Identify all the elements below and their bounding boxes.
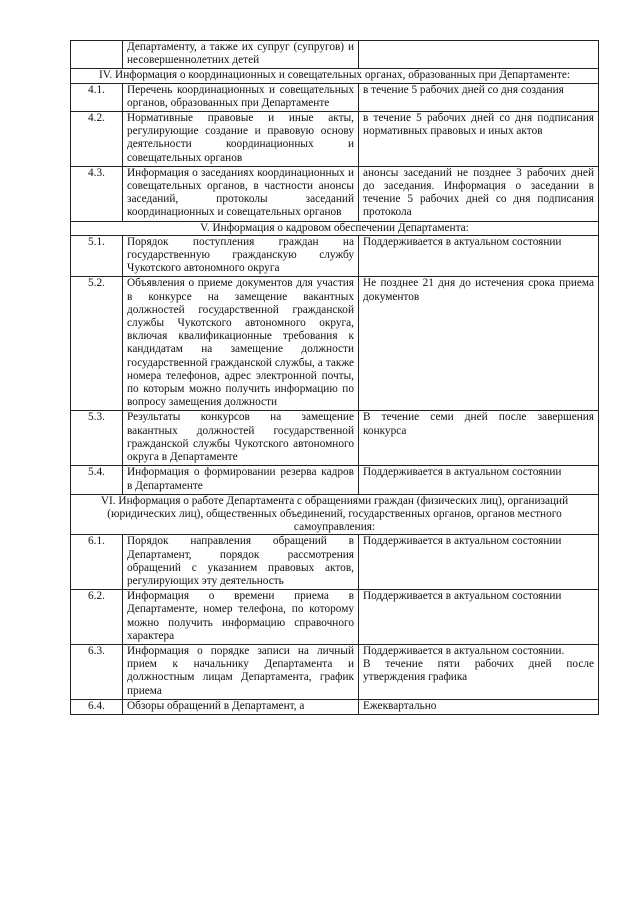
item-description: Порядок поступления граждан на государственную гражданскую службу Чукотского автономного округа [123,235,359,277]
table-row [71,235,599,277]
item-description: Нормативные правовые и иные акты, регулирующие создание и правовую основу деятельности координационных и совещательных органов [123,112,359,167]
item-number: 4.3. [71,166,123,221]
table-row [71,83,599,111]
item-number [71,41,123,69]
item-description: Информация о времени приема в Департаменте, номер телефона, по которому можно получить информацию справочного характера [123,590,359,645]
item-deadline: в течение 5 рабочих дней со дня подписания нормативных правовых и иных актов [359,112,599,167]
section-title: IV. Информация о координационных и совещательных органах, образованных при Департаменте: [71,69,599,83]
item-number: 6.1. [71,535,123,590]
table-row [71,166,599,221]
item-description: Перечень координационных и совещательных органов, образованных при Департаменте [123,83,359,111]
item-deadline [359,41,599,69]
item-number: 4.1. [71,83,123,111]
item-number: 5.1. [71,235,123,277]
item-deadline: Поддерживается в актуальном состоянии [359,235,599,277]
information-table [70,40,599,715]
item-deadline: В течение семи дней после завершения конкурса [359,411,599,466]
item-number: 5.3. [71,411,123,466]
item-deadline: Ежеквартально [359,699,599,714]
table-row [71,112,599,167]
document-page [70,40,598,715]
table-row [71,411,599,466]
item-description: Информация о заседаниях координационных и совещательных органов, в частности анонсы заседаний, протоколы заседаний координационных и совещательных органов [123,166,359,221]
item-number: 5.4. [71,466,123,494]
item-description: Порядок направления обращений в Департамент, порядок рассмотрения обращений с указанием правовых актов, регулирующих эту деятельность [123,535,359,590]
table-row [71,277,599,411]
section-header-row [71,69,599,83]
item-number: 4.2. [71,112,123,167]
item-description: Информация о формировании резерва кадров в Департаменте [123,466,359,494]
item-deadline: анонсы заседаний не позднее 3 рабочих дней до заседания. Информация о заседании в течение 5 рабочих дней со дня подписания протокола [359,166,599,221]
item-number: 6.3. [71,644,123,699]
item-deadline: Не позднее 21 дня до истечения срока приема документов [359,277,599,411]
item-description: Обзоры обращений в Департамент, а [123,699,359,714]
section-title: VI. Информация о работе Департамента с обращениями граждан (физических лиц), организаций (юридических лиц), общественных объединений, государственных органов, органов местного самоуправления: [71,494,599,535]
item-description: Департаменту, а также их супруг (супругов) и несовершеннолетних детей [123,41,359,69]
item-number: 6.4. [71,699,123,714]
item-deadline: Поддерживается в актуальном состоянии [359,590,599,645]
item-deadline: Поддерживается в актуальном состоянии [359,466,599,494]
item-deadline: Поддерживается в актуальном состоянии [359,535,599,590]
item-description: Результаты конкурсов на замещение вакантных должностей государственной гражданской службы Чукотского автономного округа в Департаменте [123,411,359,466]
item-deadline: в течение 5 рабочих дней со дня создания [359,83,599,111]
table-row [71,699,599,714]
table-row [71,535,599,590]
item-number: 6.2. [71,590,123,645]
table-row [71,644,599,699]
table-row [71,590,599,645]
table-row [71,466,599,494]
section-header-row [71,221,599,235]
item-deadline: Поддерживается в актуальном состоянии. В течение пяти рабочих дней после утверждения графика [359,644,599,699]
item-description: Объявления о приеме документов для участия в конкурсе на замещение вакантных должностей государственной гражданской службы Чукотского автономного округа, включая квалификационные требования к кандидатам на замещение должности государственной гражданской службы, а также номера телефонов, адрес электронной почты, по которым можно получить информацию по вопросу замещения должности [123,277,359,411]
item-description: Информация о порядке записи на личный прием к начальнику Департамента и должностным лицам Департамента, график приема [123,644,359,699]
section-header-row [71,494,599,535]
section-title: V. Информация о кадровом обеспечении Департамента: [71,221,599,235]
information-table-body [71,41,599,715]
table-row [71,41,599,69]
item-number: 5.2. [71,277,123,411]
